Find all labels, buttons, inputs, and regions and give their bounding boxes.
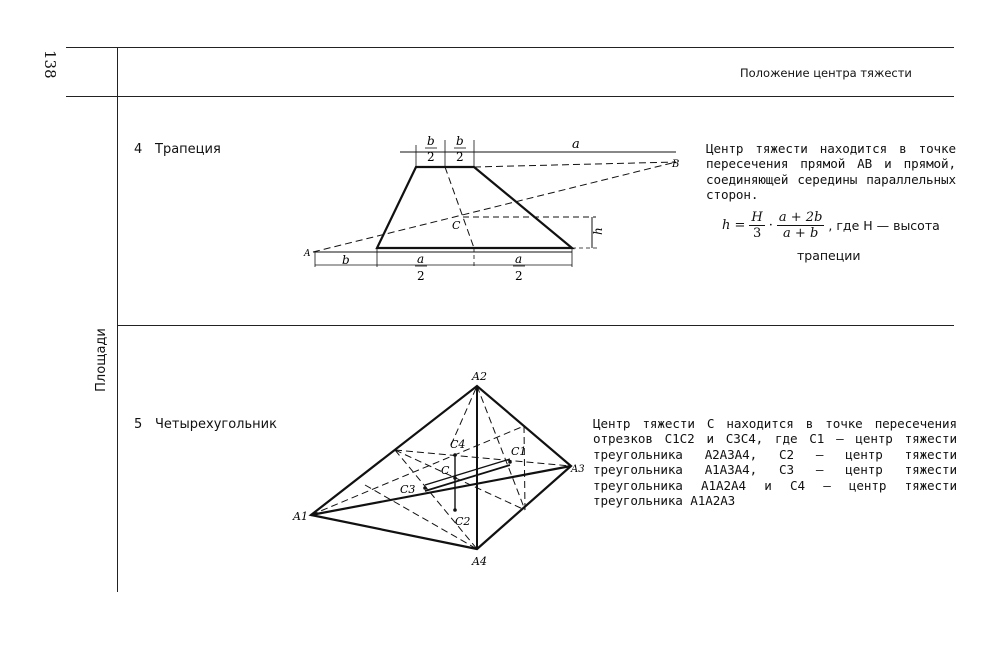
formula-lhs: h =	[722, 218, 746, 233]
fraction-1-numerator: H	[751, 210, 763, 225]
fraction-2	[777, 210, 825, 241]
fraction-1-denominator: 3	[752, 226, 762, 241]
label-a-top: a	[572, 137, 580, 152]
column-divider	[117, 97, 118, 592]
dashed-line-top-to-B	[474, 162, 676, 167]
label-C3: C3	[400, 483, 416, 496]
running-head: Положение центра тяжести	[740, 66, 912, 80]
label-a-half-1: a	[417, 252, 425, 266]
row-4-formula	[722, 210, 940, 241]
label-two-1: 2	[427, 150, 435, 164]
label-C: C	[452, 219, 461, 232]
label-h: h	[591, 227, 605, 235]
row-4-description: Центр тяжести находится в точке пересечения прямой AB и прямой, соединяющей середины параллельных сторон.	[706, 141, 956, 203]
segment-C3-C1	[425, 465, 510, 491]
formula-dot: ·	[768, 218, 773, 233]
trapezoid-figure	[300, 125, 700, 295]
row-4-title: Трапеция	[155, 142, 221, 157]
formula-continuation: трапеции	[797, 248, 861, 263]
fraction-2-numerator: a + 2b	[778, 210, 823, 225]
fraction-2-denominator: a + b	[783, 226, 819, 241]
label-C2: C2	[455, 515, 471, 528]
label-b-half-2: b	[456, 134, 464, 148]
row-4-number: 4	[134, 142, 143, 157]
line-AB	[313, 162, 676, 252]
quadrilateral-figure	[285, 360, 595, 580]
label-B: B	[672, 159, 680, 170]
label-A: A	[304, 249, 311, 259]
row-5-title: Четырехугольник	[155, 417, 277, 432]
top-rule	[66, 47, 954, 48]
label-C1: C1	[511, 445, 527, 458]
label-A1: A1	[293, 510, 308, 523]
label-A4: A4	[472, 555, 487, 568]
fraction-1	[749, 210, 764, 241]
label-b-bottom: b	[342, 253, 350, 267]
label-two-4: 2	[515, 269, 523, 283]
label-A3: A3	[571, 464, 585, 475]
label-b-half-1: b	[427, 134, 435, 148]
page-number: 138	[41, 50, 59, 79]
trapezoid-shape	[377, 167, 572, 248]
header-rule	[66, 96, 954, 97]
midline	[445, 167, 474, 248]
row-divider	[118, 325, 954, 326]
label-C: C	[441, 464, 450, 477]
label-two-3: 2	[417, 269, 425, 283]
row-5-description: Центр тяжести C находится в точке пересечения отрезков C1C2 и C3C4, где C1 — центр тяжести треугольника A2A3A4, C2 — центр тяжести треугольника A1A3A4, C3 — центр тяжести треугольника A1A2A4 и C4 — центр тяжести треугольника A1A2A3	[593, 416, 957, 509]
label-two-2: 2	[456, 150, 464, 164]
row-5-number: 5	[134, 417, 143, 432]
section-label: Площади	[94, 328, 109, 392]
formula-tail: , где H — высота	[828, 218, 940, 233]
column-divider-top	[117, 48, 118, 96]
label-C4: C4	[450, 438, 466, 451]
label-A2: A2	[472, 370, 487, 383]
label-a-half-2: a	[515, 252, 523, 266]
